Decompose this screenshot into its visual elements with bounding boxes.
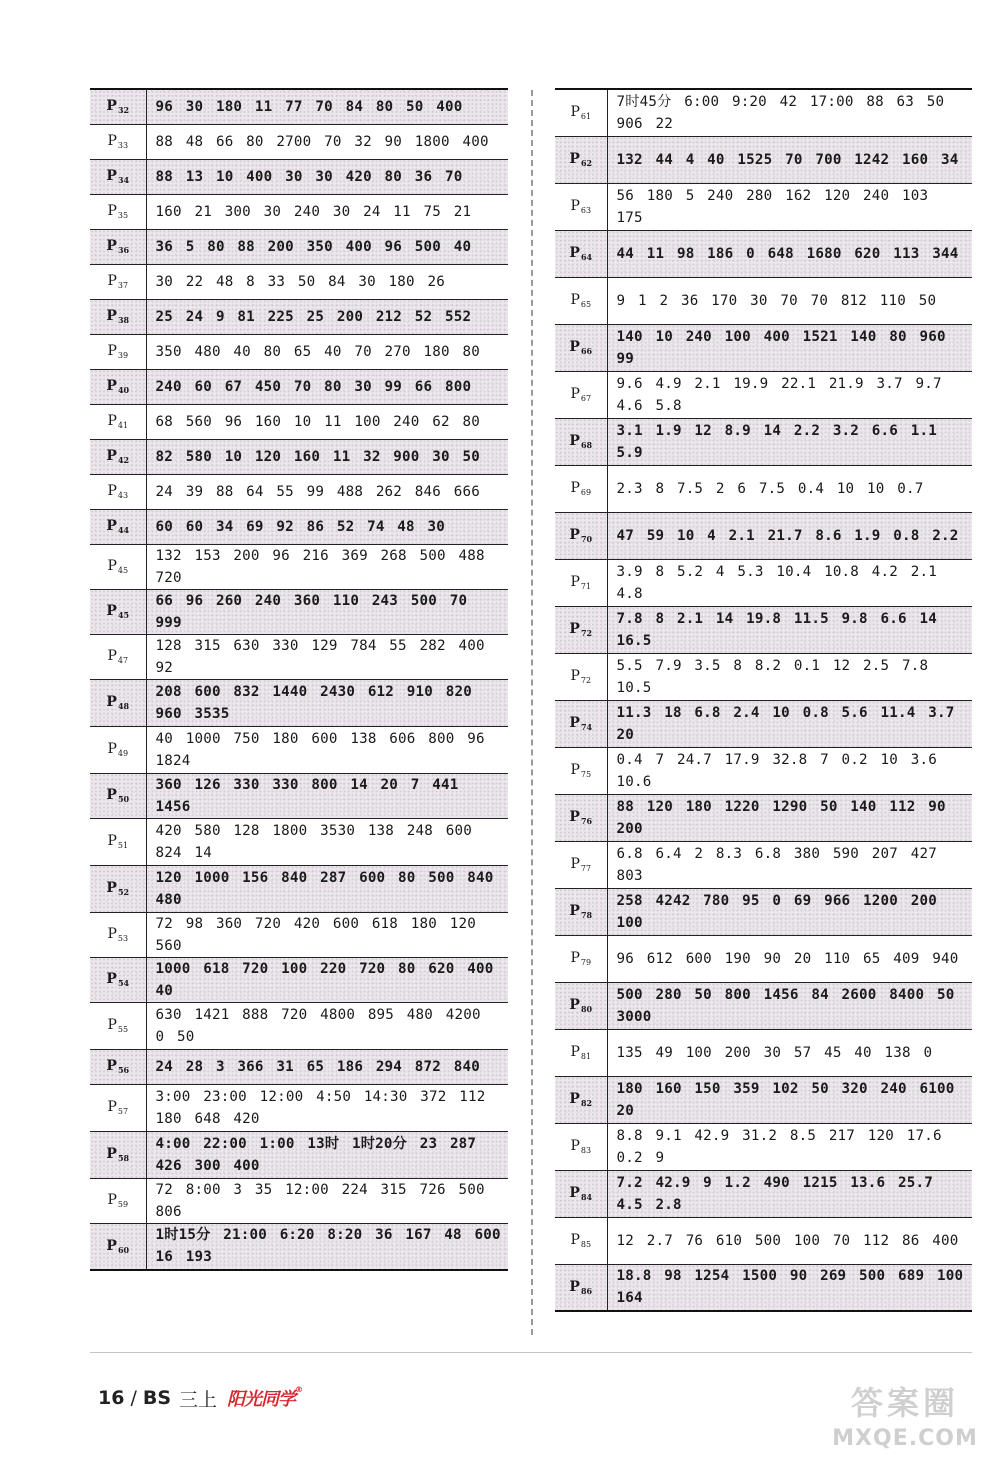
page-ref <box>90 1131 146 1178</box>
page-ref-letter: P <box>106 880 117 896</box>
page-ref-number: 63 <box>580 206 592 215</box>
answer-values: 132 44 4 40 1525 70 700 1242 160 34 <box>607 136 972 183</box>
answer-values: 140 10 240 100 400 1521 140 80 960 99 <box>607 324 972 371</box>
page-ref-number: 62 <box>580 158 593 168</box>
page-ref <box>90 544 146 589</box>
page-ref-letter: P <box>106 238 117 254</box>
page-ref <box>90 912 146 957</box>
page-ref-letter: P <box>569 621 580 637</box>
page-ref <box>555 277 607 324</box>
page-ref-number: 82 <box>580 1098 593 1108</box>
answer-values: 128 315 630 330 129 784 55 282 400 92 <box>146 634 508 679</box>
answer-values: 96 30 180 11 77 70 84 80 50 400 <box>146 89 508 124</box>
answer-row <box>555 888 972 935</box>
page-ref-letter: P <box>106 971 117 987</box>
brand-logo <box>227 1385 302 1411</box>
page-ref-number: 78 <box>580 910 593 920</box>
page-ref <box>90 679 146 726</box>
answer-row <box>90 1223 508 1270</box>
page-ref <box>90 229 146 264</box>
answer-values: 7.8 8 2.1 14 19.8 11.5 9.8 6.6 14 16.5 <box>607 606 972 653</box>
page-ref-number: 32 <box>117 105 130 116</box>
page-ref-number: 72 <box>580 676 592 685</box>
answer-values: 25 24 9 81 225 25 200 212 52 552 <box>146 299 508 334</box>
page-ref-letter: P <box>107 203 117 219</box>
page-ref-letter: P <box>107 1099 117 1115</box>
page-ref-number: 59 <box>117 1200 129 1209</box>
page-ref-number: 45 <box>117 566 129 575</box>
page-ref <box>555 982 607 1029</box>
page-ref-number: 67 <box>580 394 592 403</box>
page-ref-number: 34 <box>117 175 130 185</box>
page-ref <box>90 1084 146 1131</box>
page-ref-letter: P <box>569 997 580 1013</box>
page-ref <box>555 371 607 418</box>
page-ref-letter: P <box>106 1146 117 1162</box>
page-ref <box>90 818 146 865</box>
answer-values: 0.4 7 24.7 17.9 32.8 7 0.2 10 3.6 10.6 <box>607 747 972 794</box>
answer-values: 3.9 8 5.2 4 5.3 10.4 10.8 4.2 2.1 4.8 <box>607 559 972 606</box>
page-ref-letter: P <box>569 903 580 919</box>
page-ref <box>555 653 607 700</box>
answer-row <box>555 183 972 230</box>
page-ref-number: 79 <box>580 958 592 967</box>
page-ref <box>90 509 146 544</box>
page-ref-letter: P <box>106 378 117 394</box>
answer-row <box>90 404 508 439</box>
answer-row <box>90 229 508 264</box>
page-ref-letter: P <box>106 1058 117 1074</box>
answer-values: 360 126 330 330 800 14 20 7 441 1456 <box>146 773 508 818</box>
answer-row <box>555 841 972 888</box>
answer-values: 6.8 6.4 2 8.3 6.8 380 590 207 427 803 <box>607 841 972 888</box>
answer-values: 350 480 40 80 65 40 70 270 180 80 <box>146 334 508 369</box>
page-ref-letter: P <box>106 168 117 184</box>
page-ref-letter: P <box>107 1192 117 1208</box>
answer-values: 47 59 10 4 2.1 21.7 8.6 1.9 0.8 2.2 <box>607 512 972 559</box>
page-ref-letter: P <box>106 1237 117 1254</box>
page-ref-letter: P <box>569 809 580 825</box>
answer-row <box>90 334 508 369</box>
page-ref-letter: P <box>569 151 580 167</box>
page-ref <box>555 1076 607 1123</box>
page-ref-letter: P <box>106 308 117 324</box>
answer-values: 9.6 4.9 2.1 19.9 22.1 21.9 3.7 9.7 4.6 5.8 <box>607 371 972 418</box>
answer-values: 630 1421 888 720 4800 895 480 4200 0 50 <box>146 1002 508 1049</box>
page-ref-letter: P <box>106 694 117 710</box>
answer-row <box>90 299 508 334</box>
page-ref <box>90 634 146 679</box>
page-ref-number: 75 <box>580 770 592 779</box>
answer-values: 208 600 832 1440 2430 612 910 820 960 3535 <box>146 679 508 726</box>
page-ref-number: 76 <box>580 816 593 826</box>
page-ref-letter: P <box>570 762 580 778</box>
page-ref-number: 61 <box>580 112 592 122</box>
page-ref <box>555 465 607 512</box>
page-ref-number: 42 <box>117 455 130 465</box>
answer-values: 44 11 98 186 0 648 1680 620 113 344 <box>607 230 972 277</box>
answer-row <box>555 136 972 183</box>
answer-values: 12 2.7 76 610 500 100 70 112 86 400 <box>607 1217 972 1264</box>
page-ref <box>555 1217 607 1264</box>
answer-row <box>555 606 972 653</box>
answer-row <box>90 509 508 544</box>
answer-row <box>555 465 972 512</box>
answer-row <box>90 1049 508 1084</box>
page-ref-number: 84 <box>580 1192 593 1202</box>
page-ref <box>90 194 146 229</box>
answer-values: 18.8 98 1254 1500 90 269 500 689 100 164 <box>607 1264 972 1311</box>
answer-row <box>555 1170 972 1217</box>
page-ref-number: 41 <box>117 421 129 430</box>
page-ref-number: 85 <box>580 1240 592 1249</box>
registered-mark: ® <box>295 1385 303 1394</box>
answer-values: 160 21 300 30 240 30 24 11 75 21 <box>146 194 508 229</box>
answer-row <box>90 89 508 124</box>
page-ref-number: 60 <box>117 1244 130 1255</box>
answer-row <box>555 1264 972 1311</box>
answer-values: 56 180 5 240 280 162 120 240 103 175 <box>607 183 972 230</box>
page-ref-number: 38 <box>117 315 130 325</box>
page-ref <box>90 773 146 818</box>
page-ref-number: 69 <box>580 488 592 497</box>
page-ref-letter: P <box>570 1138 580 1154</box>
page-ref <box>90 159 146 194</box>
page-ref-letter: P <box>570 198 580 214</box>
page-ref-number: 37 <box>117 281 129 290</box>
page-ref <box>555 841 607 888</box>
answer-values: 72 98 360 720 420 600 618 180 120 560 <box>146 912 508 957</box>
page-ref-letter: P <box>570 950 580 966</box>
answer-values: 7时45分 6:00 9:20 42 17:00 88 63 50 906 22 <box>607 89 972 136</box>
page-ref <box>90 89 146 124</box>
answer-row <box>90 1131 508 1178</box>
answer-values: 88 48 66 80 2700 70 32 90 1800 400 <box>146 124 508 159</box>
answer-values: 3.1 1.9 12 8.9 14 2.2 3.2 6.6 1.1 5.9 <box>607 418 972 465</box>
page-number: 16 <box>98 1387 125 1409</box>
answer-table-left <box>90 88 508 1271</box>
page-ref-letter: P <box>107 413 117 429</box>
page-ref-number: 49 <box>117 749 129 758</box>
answer-row <box>555 418 972 465</box>
page-ref <box>90 299 146 334</box>
page-ref-number: 33 <box>117 141 129 150</box>
answer-row <box>555 653 972 700</box>
page-ref <box>90 369 146 404</box>
column-divider <box>531 90 533 1335</box>
answer-row <box>555 1029 972 1076</box>
page-ref-letter: P <box>569 1185 580 1201</box>
answer-row <box>90 634 508 679</box>
page-ref-letter: P <box>107 1017 117 1033</box>
answer-row <box>90 865 508 912</box>
answer-values: 7.2 42.9 9 1.2 490 1215 13.6 25.7 4.5 2.8 <box>607 1170 972 1217</box>
page-ref-number: 83 <box>580 1146 592 1155</box>
answer-values: 88 120 180 1220 1290 50 140 112 90 200 <box>607 794 972 841</box>
answer-values: 30 22 48 8 33 50 84 30 180 26 <box>146 264 508 299</box>
page-ref-letter: P <box>106 98 117 115</box>
answer-values: 9 1 2 36 170 30 70 70 812 110 50 <box>607 277 972 324</box>
page-ref-letter: P <box>106 448 117 464</box>
page-ref-number: 52 <box>117 887 130 897</box>
answer-row <box>90 679 508 726</box>
page-ref <box>90 124 146 159</box>
answer-values: 88 13 10 400 30 30 420 80 36 70 <box>146 159 508 194</box>
page-ref-letter: P <box>570 386 580 402</box>
page-ref <box>555 512 607 559</box>
page-ref <box>555 1170 607 1217</box>
page-ref <box>90 264 146 299</box>
answer-row <box>90 159 508 194</box>
page-ref-letter: P <box>107 926 117 942</box>
answer-row <box>555 371 972 418</box>
page-ref <box>555 183 607 230</box>
page-ref-letter: P <box>570 856 580 872</box>
answer-row <box>555 1217 972 1264</box>
watermark-url: MXQE.COM <box>832 1426 978 1451</box>
page-ref <box>90 1002 146 1049</box>
answer-row <box>555 277 972 324</box>
page-ref-letter: P <box>569 1278 580 1295</box>
answer-values: 258 4242 780 95 0 69 966 1200 200 100 <box>607 888 972 935</box>
page-ref-number: 35 <box>117 211 129 220</box>
answer-values: 96 612 600 190 90 20 110 65 409 940 <box>607 935 972 982</box>
page-ref-letter: P <box>107 343 117 359</box>
page-ref-number: 86 <box>580 1285 593 1296</box>
answer-row <box>90 818 508 865</box>
answer-values: 60 60 34 69 92 86 52 74 48 30 <box>146 509 508 544</box>
page-ref-number: 57 <box>117 1107 129 1116</box>
page-ref-letter: P <box>570 1232 580 1248</box>
answer-row <box>555 1076 972 1123</box>
answer-row <box>90 773 508 818</box>
page-ref-letter: P <box>106 518 117 534</box>
page-ref-number: 40 <box>117 385 130 395</box>
answer-values: 5.5 7.9 3.5 8 8.2 0.1 12 2.5 7.8 10.5 <box>607 653 972 700</box>
page-ref <box>555 324 607 371</box>
watermark <box>820 1378 990 1451</box>
answer-values: 132 153 200 96 216 369 268 500 488 720 <box>146 544 508 589</box>
page-ref-number: 53 <box>117 934 129 943</box>
page-ref <box>555 747 607 794</box>
answer-row <box>90 544 508 589</box>
footer-slash: / <box>130 1387 137 1409</box>
answer-row <box>90 726 508 773</box>
page-ref <box>555 136 607 183</box>
page-ref-number: 77 <box>580 864 592 873</box>
answer-table-right <box>555 88 972 1312</box>
page-ref-number: 43 <box>117 491 129 500</box>
page-ref-number: 36 <box>117 245 130 255</box>
page-ref-letter: P <box>107 648 117 664</box>
page-ref <box>90 1178 146 1223</box>
answer-values: 82 580 10 120 160 11 32 900 30 50 <box>146 439 508 474</box>
answer-values: 4:00 22:00 1:00 13时 1时20分 23 287 426 300 400 <box>146 1131 508 1178</box>
page-ref-letter: P <box>570 668 580 684</box>
answer-row <box>555 324 972 371</box>
page-ref-number: 70 <box>580 534 593 544</box>
answer-row <box>555 559 972 606</box>
page-ref-number: 80 <box>580 1004 593 1014</box>
page-ref-number: 51 <box>117 841 129 850</box>
answer-row <box>555 794 972 841</box>
answer-values: 72 8:00 3 35 12:00 224 315 726 500 806 <box>146 1178 508 1223</box>
answer-row <box>90 1178 508 1223</box>
page-ref-number: 71 <box>580 582 592 591</box>
answer-row <box>90 439 508 474</box>
page-ref-number: 50 <box>117 794 130 804</box>
answer-row <box>90 194 508 229</box>
answer-values: 8.8 9.1 42.9 31.2 8.5 217 120 17.6 0.2 9 <box>607 1123 972 1170</box>
page-ref <box>90 1223 146 1270</box>
answer-row <box>555 935 972 982</box>
page-ref <box>555 559 607 606</box>
page-ref-letter: P <box>570 104 580 121</box>
answer-values: 68 560 96 160 10 11 100 240 62 80 <box>146 404 508 439</box>
brand-name: 阳光同学 <box>227 1389 296 1410</box>
page-ref <box>555 700 607 747</box>
page-ref <box>90 957 146 1002</box>
answer-values: 24 39 88 64 55 99 488 262 846 666 <box>146 474 508 509</box>
answer-row <box>90 369 508 404</box>
page-ref <box>90 726 146 773</box>
answer-row <box>555 512 972 559</box>
page-ref <box>555 418 607 465</box>
page-ref-letter: P <box>107 133 117 149</box>
answer-row <box>90 912 508 957</box>
page-ref <box>555 1123 607 1170</box>
answer-values: 500 280 50 800 1456 84 2600 8400 50 3000 <box>607 982 972 1029</box>
answer-row <box>555 89 972 136</box>
answer-values: 2.3 8 7.5 2 6 7.5 0.4 10 10 0.7 <box>607 465 972 512</box>
page-ref <box>555 888 607 935</box>
answer-row <box>90 1084 508 1131</box>
answer-values: 3:00 23:00 12:00 4:50 14:30 372 112 180 648 420 <box>146 1084 508 1131</box>
answer-row <box>90 474 508 509</box>
answer-values: 240 60 67 450 70 80 30 99 66 800 <box>146 369 508 404</box>
page-ref-number: 64 <box>580 252 593 262</box>
answer-row <box>555 700 972 747</box>
answer-row <box>90 957 508 1002</box>
page-ref <box>90 439 146 474</box>
page-ref-letter: P <box>106 603 117 619</box>
page-ref <box>555 935 607 982</box>
page-ref-number: 66 <box>580 346 593 356</box>
grade-label: 三上 <box>179 1388 218 1411</box>
answer-row <box>90 264 508 299</box>
page-ref <box>90 589 146 634</box>
page-ref-number: 44 <box>117 525 130 535</box>
page-ref-letter: P <box>107 833 117 849</box>
page-ref-number: 55 <box>117 1025 129 1034</box>
answer-values: 1时15分 21:00 6:20 8:20 36 167 48 600 16 193 <box>146 1223 508 1270</box>
answer-row <box>555 1123 972 1170</box>
footer-rule <box>90 1352 972 1353</box>
answer-values: 11.3 18 6.8 2.4 10 0.8 5.6 11.4 3.7 20 <box>607 700 972 747</box>
answer-values: 1000 618 720 100 220 720 80 620 400 40 <box>146 957 508 1002</box>
page-ref-letter: P <box>107 483 117 499</box>
answer-row <box>555 982 972 1029</box>
answer-row <box>90 589 508 634</box>
page-ref-number: 68 <box>580 440 593 450</box>
answer-values: 120 1000 156 840 287 600 80 500 840 480 <box>146 865 508 912</box>
page-ref-letter: P <box>106 787 117 803</box>
page-ref-number: 56 <box>117 1065 130 1075</box>
page-ref-letter: P <box>569 245 580 261</box>
page-ref <box>555 1029 607 1076</box>
page-ref-number: 48 <box>117 701 130 711</box>
answer-values: 135 49 100 200 30 57 45 40 138 0 <box>607 1029 972 1076</box>
page-ref-letter: P <box>569 715 580 731</box>
page-ref-letter: P <box>570 574 580 590</box>
page-ref <box>555 794 607 841</box>
page-ref <box>90 334 146 369</box>
page-ref <box>90 1049 146 1084</box>
answer-values: 420 580 128 1800 3530 138 248 600 824 14 <box>146 818 508 865</box>
page-ref-number: 81 <box>580 1052 592 1061</box>
page-ref-letter: P <box>570 292 580 308</box>
edition-label: BS <box>142 1387 172 1409</box>
answer-values: 36 5 80 88 200 350 400 96 500 40 <box>146 229 508 264</box>
watermark-logo-text: 答案圈 <box>850 1384 959 1422</box>
page-ref-letter: P <box>107 273 117 289</box>
page-ref-letter: P <box>570 1044 580 1060</box>
answer-values: 40 1000 750 180 600 138 606 800 96 1824 <box>146 726 508 773</box>
answer-values: 24 28 3 366 31 65 186 294 872 840 <box>146 1049 508 1084</box>
answer-column-right <box>555 88 972 1312</box>
answer-values: 66 96 260 240 360 110 243 500 70 999 <box>146 589 508 634</box>
page-ref-number: 58 <box>117 1153 130 1163</box>
answer-row <box>555 747 972 794</box>
page-ref-letter: P <box>569 527 580 543</box>
page-ref-letter: P <box>569 339 580 355</box>
answer-values: 180 160 150 359 102 50 320 240 6100 20 <box>607 1076 972 1123</box>
page-ref <box>555 1264 607 1311</box>
page-ref <box>555 606 607 653</box>
page-ref-letter: P <box>569 1091 580 1107</box>
page-ref-number: 39 <box>117 351 129 360</box>
page-ref-number: 74 <box>580 722 593 732</box>
page-ref <box>555 230 607 277</box>
page-ref-number: 54 <box>117 978 130 988</box>
page-ref <box>90 404 146 439</box>
page-ref-number: 45 <box>117 610 130 620</box>
answer-column-left <box>90 88 508 1271</box>
page-ref-letter: P <box>107 741 117 757</box>
answer-row <box>90 124 508 159</box>
page-ref-number: 72 <box>580 628 593 638</box>
page-ref-number: 65 <box>580 300 592 309</box>
page-ref-letter: P <box>107 558 117 574</box>
page-ref-number: 47 <box>117 656 129 665</box>
answer-row <box>90 1002 508 1049</box>
page-ref-letter: P <box>570 480 580 496</box>
answer-row <box>555 230 972 277</box>
page-ref <box>90 865 146 912</box>
page-footer <box>98 1382 302 1414</box>
page-ref <box>555 89 607 136</box>
page-ref-letter: P <box>569 433 580 449</box>
page-ref <box>90 474 146 509</box>
